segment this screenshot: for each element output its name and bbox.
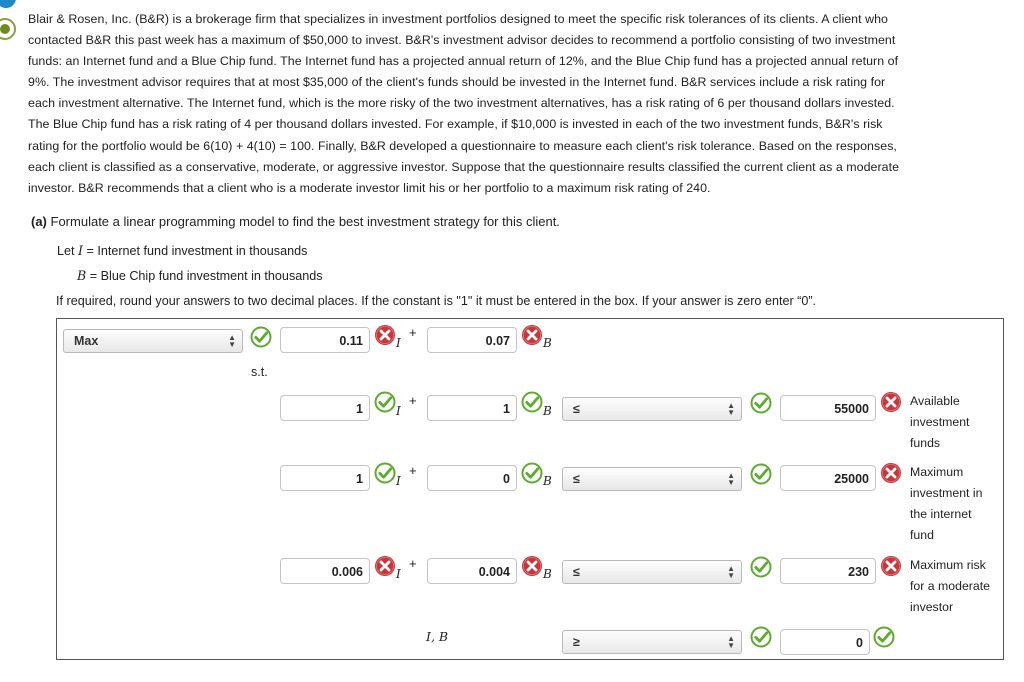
select-arrows-icon: ▲ ▼	[727, 471, 735, 487]
incorrect-x-icon	[374, 555, 396, 577]
nonneg-vars-label: I, B	[426, 629, 449, 644]
incorrect-x-icon	[521, 555, 543, 577]
c3-coef-i-input[interactable]: 0.006	[280, 558, 370, 584]
instructions: If required, round your answers to two decimal places. If the constant is "1" it must be entered in the box. If your answer is zero enter “0”.	[56, 294, 817, 308]
incorrect-x-icon	[880, 555, 902, 577]
select-arrows-icon: ▲ ▼	[727, 634, 735, 650]
incorrect-x-icon	[374, 324, 396, 346]
c3-description: Maximum risk for a moderate investor	[910, 558, 990, 614]
select-arrows-icon: ▲ ▼	[727, 564, 735, 580]
var-b-label: B	[543, 336, 552, 350]
correct-check-icon	[374, 462, 396, 484]
status-dot-icon	[0, 0, 16, 8]
var-i-label: I	[396, 567, 401, 581]
variable-definition-b: B = Blue Chip fund investment in thousands	[77, 268, 323, 283]
correct-check-icon	[521, 391, 543, 413]
c1-coef-i-input[interactable]: 1	[280, 395, 370, 421]
incorrect-x-icon	[880, 462, 902, 484]
plus-sign: +	[409, 556, 417, 571]
select-arrows-icon: ▲ ▼	[727, 401, 735, 417]
c1-description: Available investment funds	[910, 394, 970, 450]
variable-definition-i: Let I = Internet fund investment in thousands	[57, 243, 308, 258]
c2-relation-select[interactable]: ≤ ▲ ▼	[562, 467, 742, 491]
answer-status-icon	[0, 18, 16, 40]
part-a-label: (a)	[31, 214, 47, 229]
correct-check-icon	[750, 463, 772, 485]
objective-coef-b-input[interactable]: 0.07	[427, 327, 517, 353]
c3-relation-select[interactable]: ≤ ▲ ▼	[562, 560, 742, 584]
select-arrows-icon: ▲ ▼	[228, 333, 236, 349]
correct-check-icon	[250, 326, 272, 348]
c3-coef-b-input[interactable]: 0.004	[427, 558, 517, 584]
var-b-label: B	[543, 474, 552, 488]
incorrect-x-icon	[521, 324, 543, 346]
var-i-label: I	[396, 474, 401, 488]
c2-coef-b-input[interactable]: 0	[427, 465, 517, 491]
c2-description: Maximum investment in the internet fund	[910, 465, 983, 542]
correct-check-icon	[750, 556, 772, 578]
var-b-label: B	[543, 404, 552, 418]
var-b-label: B	[543, 567, 552, 581]
plus-sign: +	[409, 325, 417, 340]
problem-statement: Blair & Rosen, Inc. (B&R) is a brokerage firm that specializes in investment portfolios designed to meet the specific risk tolerances of its clients. A client who contacted B&R this past week has a maximum of $50,000 to invest. B&R's investment advisor decides to recommend a portfolio consisting of two investment funds: an Internet fund and a Blue Chip fund. The Internet fund has a projected annual return of 12%, and the Blue Chip fund has a projected annual return of 9%. The investment advisor requires that at most $35,000 of the client's funds should be invested in the Internet fund. B&R services include a risk rating for each investment alternative. The Internet fund, which is the more risky of the two investment alternatives, has a risk rating of 6 per thousand dollars invested. The Blue Chip fund has a risk rating of 4 per thousand dollars invested. For example, if $10,000 is invested in each of the two investment funds, B&R's risk rating for the portfolio would be 6(10) + 4(10) = 100. Finally, B&R developed a questionnaire to measure each client's risk tolerance. Based on the responses, each client is classified as a conservative, moderate, or aggressive investor. Suppose that the questionnaire results classified the current client as a moderate investor. B&R recommends that a client who is a moderate investor limit his or her portfolio to a maximum risk rating of 240.	[28, 12, 900, 195]
var-i-label: I	[396, 336, 401, 350]
correct-check-icon	[750, 626, 772, 648]
part-a-heading	[31, 214, 560, 229]
c2-coef-i-input[interactable]: 1	[280, 465, 370, 491]
plus-sign: +	[409, 393, 417, 408]
nonneg-rhs-input[interactable]: 0	[780, 629, 870, 655]
incorrect-x-icon	[880, 391, 902, 413]
part-a-text: Formulate a linear programming model to find the best investment strategy for this client.	[50, 214, 560, 229]
correct-check-icon	[374, 391, 396, 413]
c1-coef-b-input[interactable]: 1	[427, 395, 517, 421]
nonneg-relation-select[interactable]: ≥ ▲ ▼	[562, 630, 742, 654]
plus-sign: +	[409, 463, 417, 478]
objective-type-select[interactable]: Max ▲ ▼	[63, 329, 243, 353]
correct-check-icon	[521, 462, 543, 484]
objective-coef-i-input[interactable]: 0.11	[280, 327, 370, 353]
c1-relation-select[interactable]: ≤ ▲ ▼	[562, 397, 742, 421]
var-i-label: I	[396, 404, 401, 418]
correct-check-icon	[873, 626, 895, 648]
c2-rhs-input[interactable]: 25000	[780, 465, 876, 491]
c3-rhs-input[interactable]: 230	[780, 558, 876, 584]
correct-check-icon	[750, 392, 772, 414]
subject-to-label: s.t.	[251, 365, 268, 379]
c1-rhs-input[interactable]: 55000	[780, 395, 876, 421]
